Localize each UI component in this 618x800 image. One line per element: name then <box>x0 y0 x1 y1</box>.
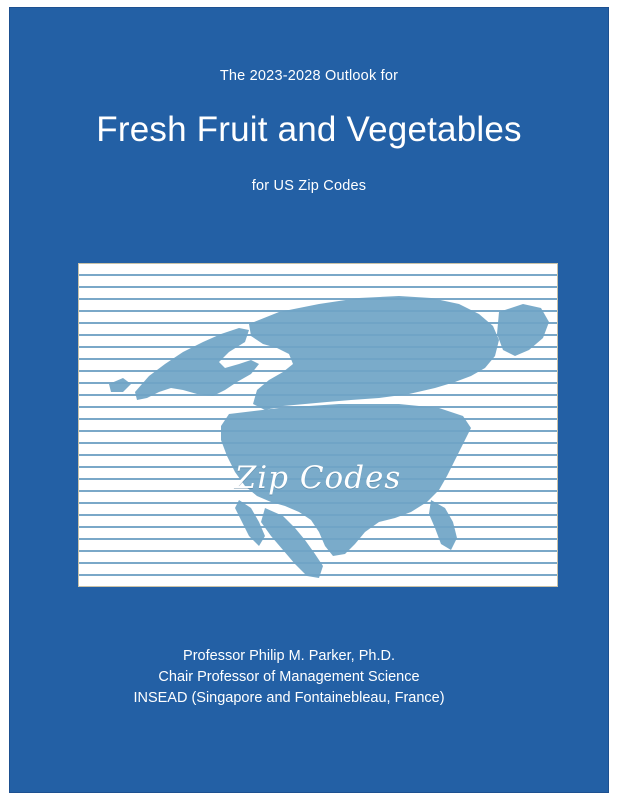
title-subtitle: for US Zip Codes <box>251 178 367 194</box>
page-title: Fresh Fruit and Vegetables <box>96 110 522 149</box>
author-affiliation: INSEAD (Singapore and Fontainebleau, France) <box>133 690 445 706</box>
title-supertitle: The 2023-2028 Outlook for <box>219 68 399 84</box>
cover-map-figure <box>78 263 558 587</box>
north-america-map-icon <box>79 264 557 586</box>
title-block <box>10 68 608 194</box>
map-label: Zip Codes <box>234 460 402 496</box>
author-block <box>10 646 568 709</box>
author-name: Professor Philip M. Parker, Ph.D. <box>183 648 395 664</box>
author-title: Chair Professor of Management Science <box>158 669 420 685</box>
book-cover <box>10 8 608 792</box>
